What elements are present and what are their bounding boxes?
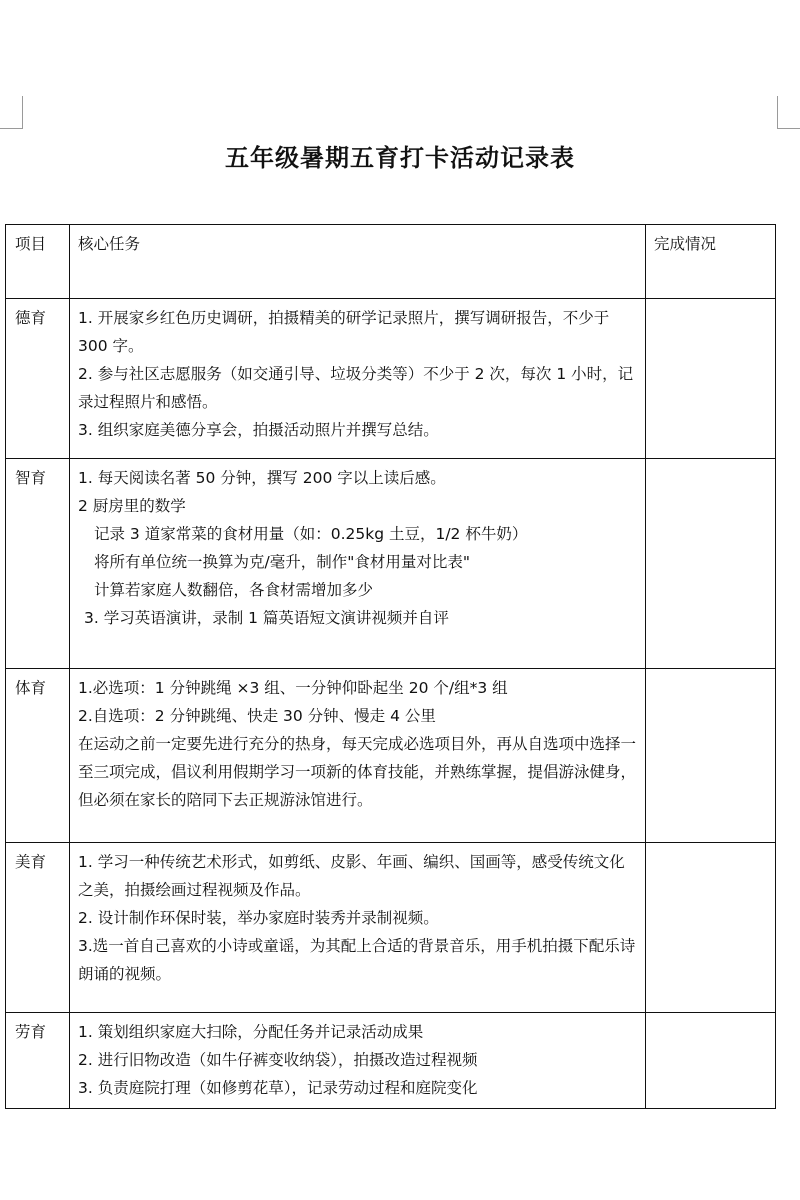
task-line: 1. 策划组织家庭大扫除，分配任务并记录活动成果 <box>78 1023 424 1041</box>
header-item: 项目 <box>6 225 70 299</box>
category-label: 美育 <box>6 843 70 1013</box>
header-status: 完成情况 <box>646 225 776 299</box>
header-row <box>6 225 776 299</box>
table-row-labor <box>6 1013 776 1109</box>
task-line: 1. 每天阅读名著 50 分钟，撰写 200 字以上读后感。 <box>78 469 446 487</box>
category-label: 智育 <box>6 459 70 669</box>
category-label: 体育 <box>6 669 70 843</box>
page-title: 五年级暑期五育打卡活动记录表 <box>225 144 575 172</box>
table-row-physical <box>6 669 776 843</box>
task-line: 2 厨房里的数学 <box>78 497 186 515</box>
status-cell[interactable] <box>646 1013 776 1109</box>
category-label: 德育 <box>6 299 70 459</box>
task-line: 2. 设计制作环保时装，举办家庭时装秀并录制视频。 <box>78 909 439 927</box>
task-line: 2. 进行旧物改造（如牛仔裤变收纳袋），拍摄改造过程视频 <box>78 1051 478 1069</box>
task-cell <box>70 299 646 459</box>
status-cell[interactable] <box>646 669 776 843</box>
header-task: 核心任务 <box>70 225 646 299</box>
record-table <box>5 224 776 1109</box>
status-cell[interactable] <box>646 299 776 459</box>
task-line: 2.自选项：2 分钟跳绳、快走 30 分钟、慢走 4 公里 <box>78 707 436 725</box>
table-row-moral <box>6 299 776 459</box>
task-line: 3. 组织家庭美德分享会，拍摄活动照片并撰写总结。 <box>78 421 439 439</box>
task-line: 记录 3 道家常菜的食材用量（如：0.25kg 土豆，1/2 杯牛奶） <box>94 525 528 543</box>
task-line: 3. 学习英语演讲，录制 1 篇英语短文演讲视频并自评 <box>84 609 449 627</box>
task-cell <box>70 843 646 1013</box>
status-cell[interactable] <box>646 459 776 669</box>
task-line: 将所有单位统一换算为克/毫升，制作"食材用量对比表" <box>94 553 470 571</box>
task-line: 3. 负责庭院打理（如修剪花草），记录劳动过程和庭院变化 <box>78 1079 478 1097</box>
category-label: 劳育 <box>6 1013 70 1109</box>
task-cell <box>70 669 646 843</box>
task-cell <box>70 1013 646 1109</box>
table-row-aesthetic <box>6 843 776 1013</box>
status-cell[interactable] <box>646 843 776 1013</box>
task-line: 1. 学习一种传统艺术形式，如剪纸、皮影、年画、编织、国画等，感受传统文化之美，拍摄绘画过程视频及作品。 <box>78 853 625 899</box>
crop-mark-right <box>777 96 800 129</box>
task-line: 计算若家庭人数翻倍，各食材需增加多少 <box>94 581 374 599</box>
task-line: 1.必选项：1 分钟跳绳 ×3 组、一分钟仰卧起坐 20 个/组*3 组 <box>78 679 508 697</box>
task-line: 在运动之前一定要先进行充分的热身，每天完成必选项目外，再从自选项中选择一至三项完成，倡议利用假期学习一项新的体育技能，并熟练掌握，提倡游泳健身，但必须在家长的陪同下去正规游泳馆进行。 <box>78 735 637 809</box>
crop-mark-left <box>0 96 23 129</box>
task-line: 3.选一首自己喜欢的小诗或童谣，为其配上合适的背景音乐，用手机拍摄下配乐诗朗诵的视频。 <box>78 937 636 983</box>
task-line: 2. 参与社区志愿服务（如交通引导、垃圾分类等）不少于 2 次，每次 1 小时，记录过程照片和感悟。 <box>78 365 634 411</box>
table-row-intellect <box>6 459 776 669</box>
task-line: 1. 开展家乡红色历史调研，拍摄精美的研学记录照片，撰写调研报告，不少于 300 字。 <box>78 309 610 355</box>
task-cell <box>70 459 646 669</box>
